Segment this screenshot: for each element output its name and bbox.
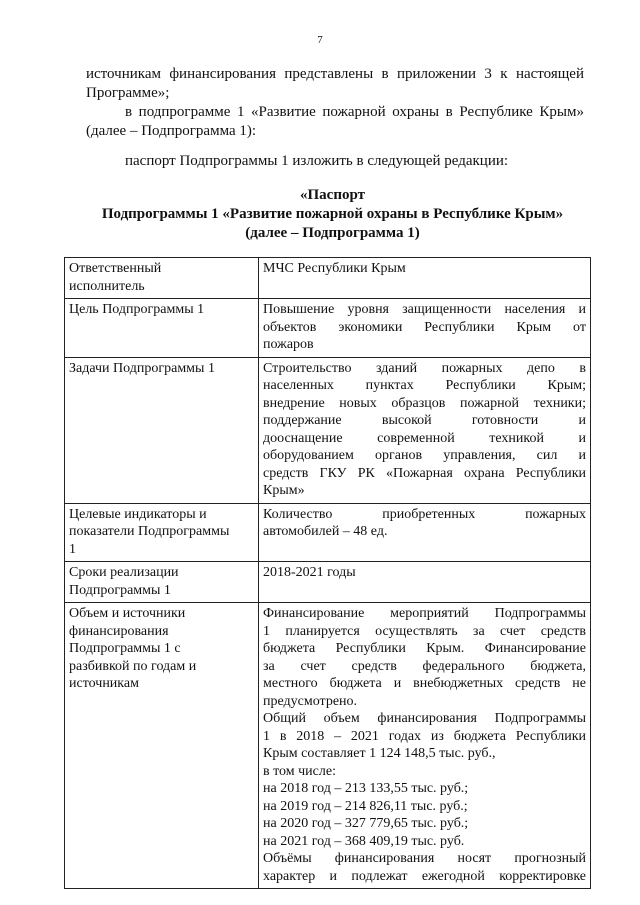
row-value-line: бюджета Республики Крым. Финансирование (263, 641, 586, 656)
row-value-line: 2018-2021 годы (263, 565, 356, 580)
row-value-line: 1 в 2018 – 2021 годах из бюджета Республики (263, 728, 586, 744)
row-value-line: МЧС Республики Крым (263, 261, 406, 276)
row-value-cell (259, 503, 591, 562)
row-label-cell (65, 503, 259, 562)
row-value-line: Объёмы финансирования носят прогнозный (263, 851, 586, 866)
row-label-line: Задачи Подпрограммы 1 (69, 360, 215, 376)
row-value-line: Количество приобретенных пожарных (263, 506, 586, 522)
row-value-line: Крым» (263, 483, 305, 498)
row-label-line: показатели Подпрограммы (69, 524, 230, 539)
row-value-line: на 2018 год – 213 133,55 тыс. руб.; (263, 781, 469, 796)
row-value-cell (259, 603, 591, 889)
passport-table (64, 257, 591, 889)
row-value-cell (259, 562, 591, 603)
row-label-line: 1 (69, 541, 76, 557)
row-label-cell (65, 562, 259, 603)
page-number: 7 (317, 34, 323, 46)
intro-line-1: источникам финансирования представлены в приложении 3 к настоящей (86, 66, 584, 82)
row-value-line: дооснащение современной техникой и (263, 430, 586, 446)
row-label-cell (65, 258, 259, 299)
row-value-line: внедрение новых образцов пожарной техники; (263, 395, 586, 411)
row-value-line: местного бюджета и внебюджетных средств не (263, 676, 586, 691)
row-label-line: исполнитель (69, 278, 145, 294)
row-value-line: Финансирование мероприятий Подпрограммы (263, 606, 586, 621)
row-label-cell (65, 299, 259, 358)
row-label-line: Цель Подпрограммы 1 (69, 302, 205, 317)
row-value-line: предусмотрено. (263, 693, 358, 709)
row-value-cell (259, 258, 591, 299)
row-value-line: объектов экономики Республики Крым от (263, 319, 586, 335)
table-row (65, 258, 591, 299)
table-row (65, 299, 591, 358)
table-row (65, 357, 591, 503)
row-value-line: в том числе: (263, 763, 336, 779)
row-value-line: 1 планируется осуществлять за счет средств (263, 623, 586, 639)
row-value-cell (259, 357, 591, 503)
row-value-line: Крым составляет 1 124 148,5 тыс. руб., (263, 746, 496, 761)
row-label-line: Сроки реализации (69, 565, 179, 580)
intro-line-5: паспорт Подпрограммы 1 изложить в следующей редакции: (125, 153, 509, 169)
row-value-line: Общий объем финансирования Подпрограммы (263, 711, 586, 726)
passport-heading-line-1: «Паспорт (300, 187, 365, 203)
passport-heading-line-3: (далее – Подпрограмма 1) (245, 225, 420, 241)
row-label-line: источникам (69, 676, 139, 691)
row-value-line: оборудованием органов управления, сил и (263, 448, 586, 463)
row-value-line: пожаров (263, 337, 314, 352)
row-label-line: Объем и источники (69, 606, 186, 621)
row-value-line: населенных пунктах Республики Крым; (263, 378, 586, 393)
table-row (65, 603, 591, 889)
row-value-line: за счет средств федерального бюджета, (263, 658, 586, 674)
row-value-line: Строительство зданий пожарных депо в (263, 360, 586, 376)
row-value-line: автомобилей – 48 ед. (263, 524, 388, 539)
intro-line-4: (далее – Подпрограмма 1): (86, 123, 257, 139)
row-value-line: на 2019 год – 214 826,11 тыс. руб.; (263, 798, 468, 814)
table-row (65, 562, 591, 603)
intro-line-2: Программе»; (86, 85, 170, 101)
row-label-line: финансирования (69, 623, 169, 639)
row-label-cell (65, 357, 259, 503)
row-label-line: Подпрограммы 1 (69, 582, 171, 598)
row-value-line: средств ГКУ РК «Пожарная охрана Республики (263, 465, 586, 481)
row-label-line: Подпрограммы 1 с (69, 641, 181, 656)
table-row (65, 503, 591, 562)
row-label-line: разбивкой по годам и (69, 658, 197, 674)
row-value-line: на 2021 год – 368 409,19 тыс. руб. (263, 833, 465, 849)
row-value-line: поддержание высокой готовности и (263, 413, 586, 428)
row-value-line: на 2020 год – 327 779,65 тыс. руб.; (263, 816, 469, 831)
row-value-line: Повышение уровня защищенности населения и (263, 302, 586, 317)
intro-line-3: в подпрограмме 1 «Развитие пожарной охраны в Республике Крым» (125, 104, 584, 120)
passport-heading-line-2: Подпрограммы 1 «Развитие пожарной охраны в Республике Крым» (101, 206, 564, 222)
row-label-line: Целевые индикаторы и (69, 506, 207, 522)
row-value-line: характер и подлежат ежегодной корректировке (263, 868, 586, 884)
row-label-cell (65, 603, 259, 889)
row-label-line: Ответственный (69, 261, 162, 276)
row-value-cell (259, 299, 591, 358)
